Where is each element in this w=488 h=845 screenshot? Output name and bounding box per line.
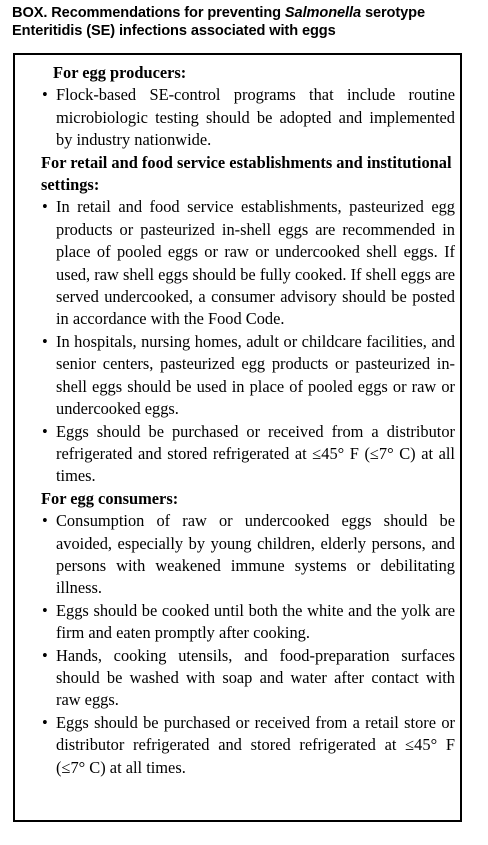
caption-suffix: serotype Enteritidis (SE) infections associated with eggs (12, 5, 425, 39)
recommendations-box (13, 53, 462, 822)
retail-list (41, 196, 455, 487)
list-item: • In hospitals, nursing homes, adult or childcare facilities, and senior centers, pasteurized egg products or pasteurized in-shell eggs should be used in place of pooled eggs or raw or undercooked eggs. (41, 331, 455, 421)
section-heading-consumers: For egg consumers: (41, 488, 179, 508)
producers-list (41, 84, 455, 151)
list-item: • In retail and food service establishments, pasteurized egg products or pasteurized in-shell eggs are recommended in place of pooled eggs or raw or undercooked shell eggs. If used, raw shell eggs should be fully cooked. If shell eggs are served undercooked, a consumer advisory should be posted in accordance with the Food Code. (41, 196, 455, 330)
list-item: • Eggs should be purchased or received from a retail store or distributor refrigerated and stored refrigerated at ≤45° F (≤7° C) at all times. (41, 712, 455, 779)
caption-italic: Salmonella (284, 5, 361, 21)
section-heading-producers: For egg producers: (53, 63, 187, 82)
box-content (41, 62, 455, 779)
caption-prefix: BOX. Recommendations for preventing (12, 5, 285, 21)
list-item: • Eggs should be purchased or received from a distributor refrigerated and stored refrigerated at ≤45° F (≤7° C) at all times. (41, 421, 455, 488)
consumers-list (41, 510, 455, 779)
list-item: • Consumption of raw or undercooked eggs should be avoided, especially by young children, elderly persons, and persons with weakened immune systems or debilitating illness. (41, 510, 455, 600)
list-item: • Hands, cooking utensils, and food-preparation surfaces should be washed with soap and water after contact with raw eggs. (41, 645, 455, 712)
list-item: • Eggs should be cooked until both the white and the yolk are firm and eaten promptly after cooking. (41, 600, 455, 645)
box-caption (12, 4, 482, 40)
list-item: • Flock-based SE-control programs that include routine microbiologic testing should be adopted and implemented by industry nationwide. (41, 84, 455, 151)
section-heading-retail: For retail and food service establishments and institutional settings: (41, 152, 452, 195)
